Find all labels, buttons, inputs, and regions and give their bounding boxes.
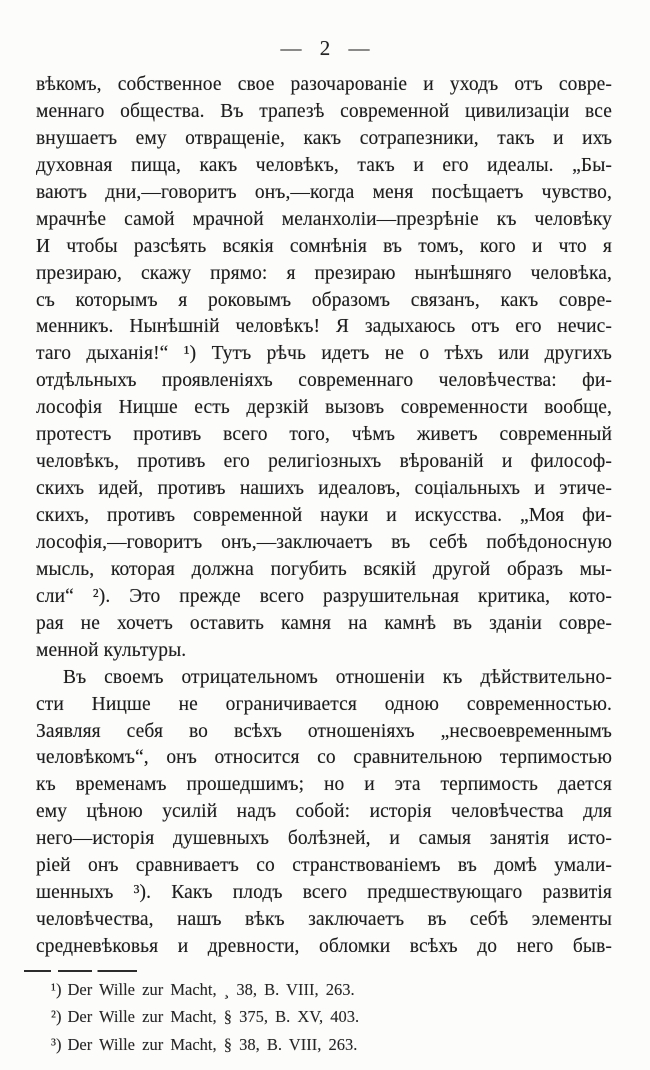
text-line: рая не хочетъ оставить камня на камнѣ въ зданіи совре- xyxy=(36,612,612,634)
footnote-text: Der Wille zur Macht, § 38, B. VIII, 263. xyxy=(67,1034,358,1054)
text-line: вѣкомъ, собственное свое разочарованіе и уходъ отъ совре- xyxy=(36,74,612,95)
body-text xyxy=(36,72,612,961)
text-line: человѣкомъ“, онъ относится со сравнительною терпимостью xyxy=(36,747,612,769)
text-line: средневѣковья и древности, обломки всѣхъ до него быв- xyxy=(36,936,612,957)
text-line: мысль, которая должна погубить всякій другой образъ мы- xyxy=(36,558,612,580)
footnote-text: Der Wille zur Macht, ¸ 38, B. VIII, 263. xyxy=(67,980,355,999)
text-line: лософія,—говоритъ онъ,—заключаетъ въ себѣ побѣдоносную xyxy=(36,531,612,553)
text-line: съ которымъ я роковымъ образомъ связанъ, какъ совре- xyxy=(36,289,612,311)
text-line: И чтобы разсѣять всякія сомнѣнія въ томъ, кого и что я xyxy=(36,235,612,257)
text-line: сти Ницше не ограничивается одною современностью. xyxy=(36,693,612,715)
text-line: отдѣльныхъ проявленіяхъ современнаго человѣчества: фи- xyxy=(36,370,612,392)
text-line: къ временамъ прошедшимъ; но и эта терпимость дается xyxy=(36,774,612,796)
footnotes xyxy=(51,976,611,1058)
text-line: презираю, скажу прямо: я презираю нынѣшняго человѣка, xyxy=(36,262,612,284)
text-line: мрачнѣе самой мрачной меланхоліи—презрѣніе къ человѣку xyxy=(36,208,612,230)
text-line: Въ своемъ отрицательномъ отношеніи къ дѣйствительно- xyxy=(63,666,612,688)
text-line: лософія Ницше есть дерзкій вызовъ современности вообще, xyxy=(36,397,612,419)
footnote-separator-rule xyxy=(24,970,137,972)
text-line: сли“ ²). Это прежде всего разрушительная критика, кото- xyxy=(36,585,612,607)
text-line: меннаго общества. Въ трапезѣ современной цивилизаціи все xyxy=(36,100,612,122)
text-line: скихъ идей, противъ нашихъ идеаловъ, соціальныхъ и этиче- xyxy=(36,478,612,500)
footnote-item xyxy=(51,1031,611,1058)
text-line: внушаетъ ему отвращеніе, какъ сотрапезники, такъ и ихъ xyxy=(36,127,612,149)
footnote-marker: ³) xyxy=(51,1034,62,1054)
text-line: протестъ противъ всего того, чѣмъ живетъ современный xyxy=(36,424,612,446)
text-line: Заявляя себя во всѣхъ отношеніяхъ „несвоевременнымъ xyxy=(36,720,612,742)
text-line: ваютъ дни,—говоритъ онъ,—когда меня посѣщаетъ чувство, xyxy=(36,181,612,203)
paragraph xyxy=(36,72,612,665)
text-line: духовная пища, какъ человѣкъ, такъ и его идеалы. „Бы- xyxy=(36,154,612,176)
text-line: менникъ. Нынѣшній человѣкъ! Я задыхаюсь отъ его нечис- xyxy=(36,316,612,338)
footnote-item xyxy=(51,1003,611,1030)
text-line: ріей онъ сравниваетъ со странствованіемъ въ домѣ умали- xyxy=(36,855,612,877)
text-line: него—исторія душевныхъ болѣзней, и самыя занятія исто- xyxy=(36,828,612,850)
text-line: таго дыханія!“ ¹) Тутъ рѣчь идетъ не о тѣхъ или другихъ xyxy=(36,343,612,365)
footnote-text: Der Wille zur Macht, § 375, B. XV, 403. xyxy=(67,1007,360,1027)
text-line: менной культуры. xyxy=(36,639,187,661)
paragraph xyxy=(36,665,612,961)
text-line: человѣкъ, противъ его религіозныхъ вѣрованій и философ- xyxy=(36,451,612,473)
footnote-item xyxy=(51,976,611,1003)
text-line: ему цѣною усилій надъ собой: исторія человѣчества для xyxy=(36,801,612,823)
text-line: человѣчества, нашъ вѣкъ заключаетъ въ себѣ элементы xyxy=(36,909,612,931)
page-number-header: — 2 — xyxy=(280,36,370,60)
footnote-marker: ²) xyxy=(51,1007,62,1027)
text-line: шенныхъ ³). Какъ плодъ всего предшествующаго развитія xyxy=(36,882,612,904)
footnote-marker: ¹) xyxy=(51,980,62,999)
text-line: скихъ, противъ современной науки и искусства. „Моя фи- xyxy=(36,505,612,526)
